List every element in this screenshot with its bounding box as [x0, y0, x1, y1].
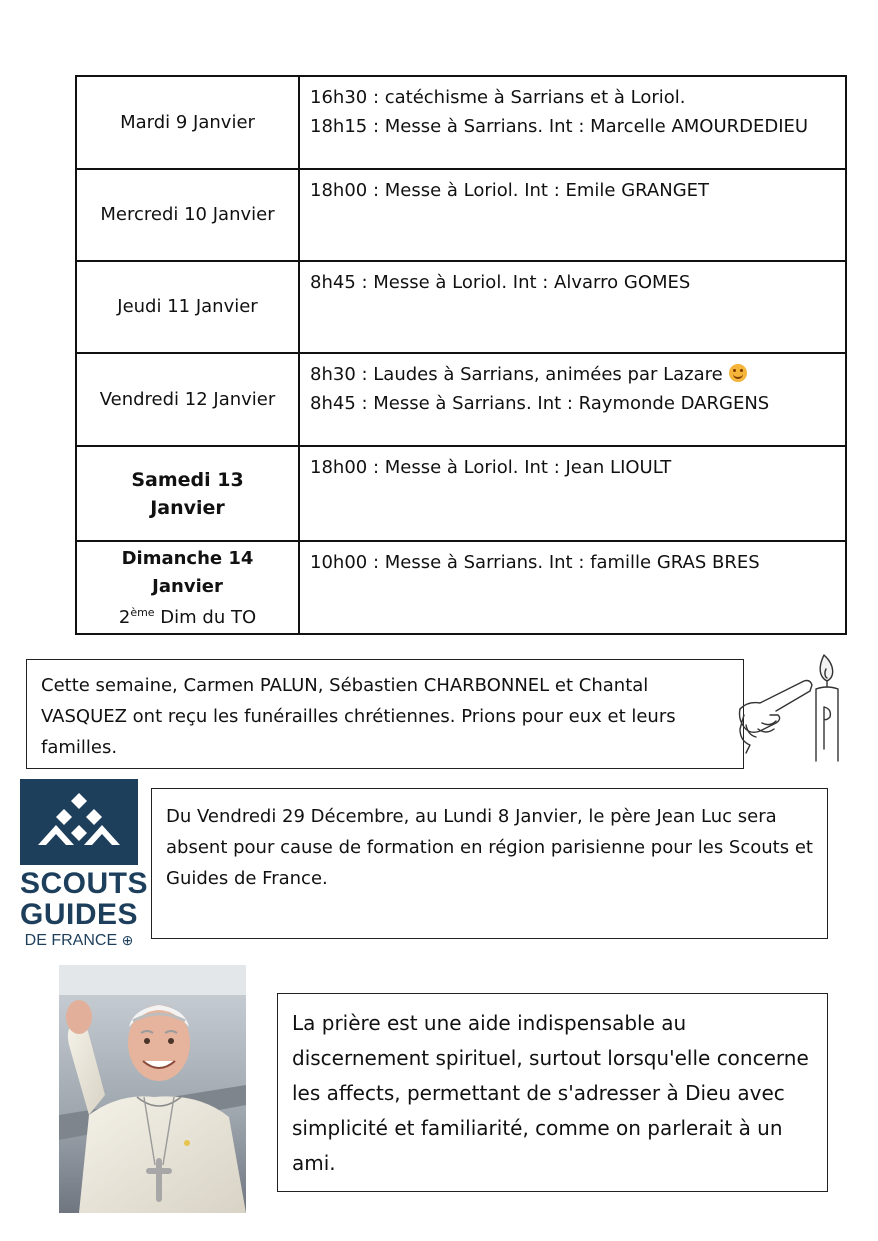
day-cell	[76, 353, 299, 446]
scouts-emblem-icon	[20, 779, 138, 865]
liturgical-suffix: ème	[130, 606, 155, 619]
day-label: Jeudi 11 Janvier	[117, 296, 258, 317]
schedule-row	[76, 169, 846, 261]
funerals-text: Cette semaine, Carmen PALUN, Sébastien CHARBONNEL et Chantal VASQUEZ ont reçu les funérailles chrétiennes. Prions pour eux et leurs familles.	[41, 675, 676, 758]
schedule-entry	[310, 360, 837, 389]
day-label: Janvier	[150, 496, 225, 519]
schedule-row	[76, 541, 846, 634]
logo-word-guides: GUIDES	[20, 898, 139, 931]
entries-cell	[299, 76, 846, 169]
entries-cell	[299, 261, 846, 353]
funerals-notice	[26, 659, 744, 769]
day-cell	[76, 446, 299, 541]
day-label: Mardi 9 Janvier	[120, 111, 255, 133]
schedule-row	[76, 76, 846, 169]
schedule-entry: 8h45 : Messe à Loriol. Int : Alvarro GOMES	[310, 272, 691, 293]
absence-text: Du Vendredi 29 Décembre, au Lundi 8 Janvier, le père Jean Luc sera absent pour cause de formation en région parisienne pour les Scouts et Guides de France.	[166, 806, 813, 889]
day-label: Dimanche 14	[121, 548, 254, 569]
liturgical-day	[78, 601, 297, 630]
quote-box	[277, 993, 828, 1192]
schedule-table	[75, 75, 847, 635]
pope-photo	[59, 965, 246, 1213]
schedule-entry: 16h30 : catéchisme à Sarrians et à Loriol.	[310, 87, 686, 108]
candle-hand-icon	[736, 649, 848, 767]
day-label: Janvier	[152, 576, 223, 597]
schedule-row	[76, 446, 846, 541]
day-cell	[76, 541, 299, 634]
schedule-row	[76, 261, 846, 353]
day-label: Mercredi 10 Janvier	[100, 204, 275, 225]
logo-word-scouts: SCOUTS	[20, 867, 149, 900]
schedule-entry: 18h15 : Messe à Sarrians. Int : Marcelle AMOURDEDIEU	[310, 116, 809, 137]
logo-de-france-text: DE FRANCE	[24, 932, 118, 949]
schedule-entry: 10h00 : Messe à Sarrians. Int : famille GRAS BRES	[310, 552, 760, 573]
quote-text: La prière est une aide indispensable au discernement spirituel, surtout lorsqu'elle concerne les affects, permettant de s'adresser à Dieu avec simplicité et familiarité, comme on parlerait à un ami.	[292, 1011, 809, 1175]
liturgical-number: 2	[118, 607, 131, 628]
day-label: Samedi 13	[131, 468, 244, 491]
schedule-row	[76, 353, 846, 446]
entries-cell	[299, 446, 846, 541]
absence-notice	[151, 788, 828, 939]
entries-cell	[299, 541, 846, 634]
liturgical-label: Dim du TO	[154, 607, 257, 628]
day-cell	[76, 261, 299, 353]
cross-icon: ⊕	[121, 932, 134, 948]
logo-word-de-france	[20, 930, 138, 951]
entries-cell	[299, 353, 846, 446]
schedule-entry: 18h00 : Messe à Loriol. Int : Jean LIOULT	[310, 457, 672, 478]
schedule-entry: 18h00 : Messe à Loriol. Int : Emile GRANGET	[310, 180, 710, 201]
day-cell	[76, 76, 299, 169]
day-cell	[76, 169, 299, 261]
smiley-icon	[729, 364, 747, 382]
entries-cell	[299, 169, 846, 261]
day-label: Vendredi 12 Janvier	[99, 388, 276, 410]
scouts-logo	[20, 779, 149, 949]
entry-text: 8h30 : Laudes à Sarrians, animées par Lazare	[310, 364, 723, 385]
schedule-entry: 8h45 : Messe à Sarrians. Int : Raymonde DARGENS	[310, 393, 770, 414]
